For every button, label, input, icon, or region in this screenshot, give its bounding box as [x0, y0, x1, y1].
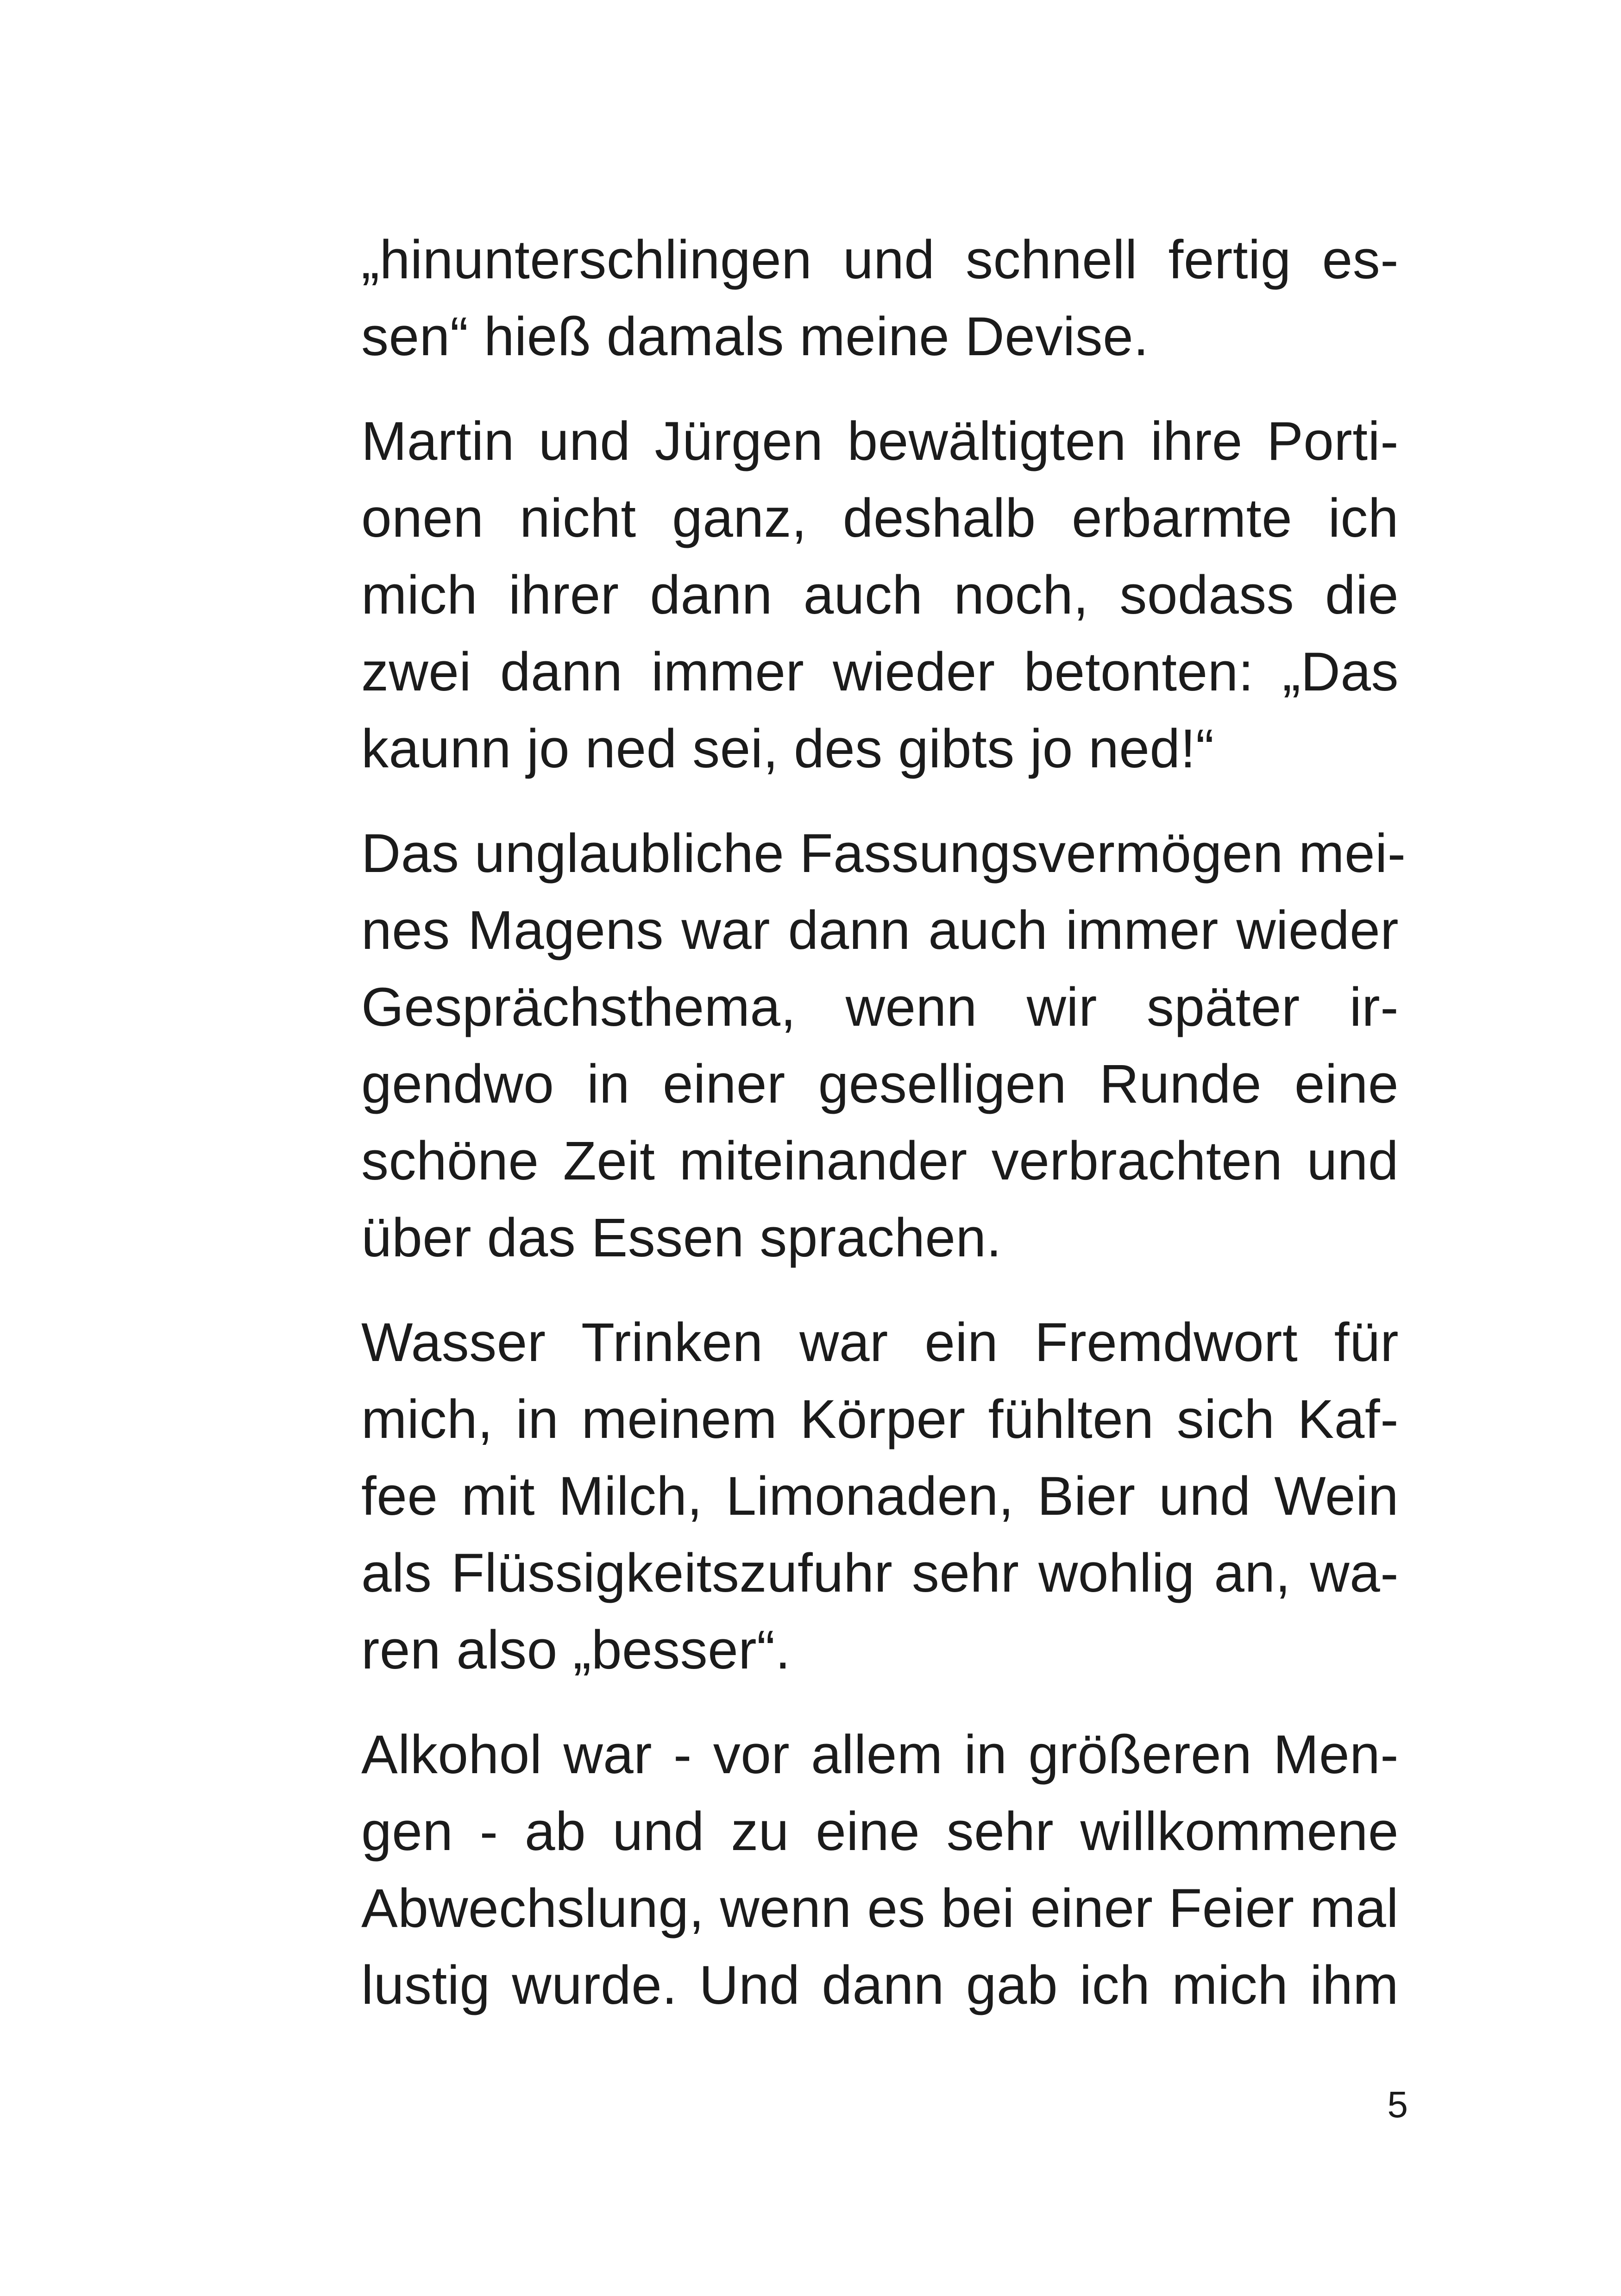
text-line: lustig wurde. Und dann gab ich mich ihm: [361, 1955, 1399, 2016]
text-line: Das unglaubliche Fassungsvermögen mei-: [361, 823, 1406, 884]
text-line: mich ihrer dann auch noch, sodass die: [361, 565, 1399, 626]
text-line: gen - ab und zu eine sehr willkommene: [361, 1801, 1399, 1862]
text-line: zwei dann immer wieder betonten: „Das: [361, 641, 1399, 703]
text-line: „hinunterschlingen und schnell fertig es-: [361, 229, 1399, 290]
text-line: Wasser Trinken war ein Fremdwort für: [361, 1312, 1399, 1373]
text-line: sen“ hieß damals meine Devise.: [361, 306, 1149, 367]
text-line: fee mit Milch, Limonaden, Bier und Wein: [361, 1466, 1399, 1527]
paragraph-3: [361, 815, 1406, 1276]
text-line: gendwo in einer geselligen Runde eine: [361, 1054, 1399, 1115]
body-text: [361, 221, 1406, 2051]
text-line: Alkohol war - vor allem in größeren Men-: [361, 1724, 1399, 1785]
paragraph-5: [361, 1716, 1399, 2024]
text-line: nes Magens war dann auch immer wieder: [361, 900, 1399, 961]
text-line: onen nicht ganz, deshalb erbarmte ich: [361, 488, 1399, 549]
text-line: schöne Zeit miteinander verbrachten und: [361, 1130, 1399, 1192]
paragraph-2: [361, 403, 1399, 787]
text-line: über das Essen sprachen.: [361, 1207, 1002, 1268]
text-line: ren also „besser“.: [361, 1619, 791, 1681]
text-line: kaunn jo ned sei, des gibts jo ned!“: [361, 718, 1214, 779]
text-line: Martin und Jürgen bewältigten ihre Porti-: [361, 411, 1399, 472]
paragraph-4: [361, 1304, 1399, 1688]
paragraph-1: [361, 221, 1399, 375]
text-line: Abwechslung, wenn es bei einer Feier mal: [361, 1878, 1399, 1939]
text-line: als Flüssigkeitszufuhr sehr wohlig an, wa-: [361, 1543, 1399, 1604]
text-line: mich, in meinem Körper fühlten sich Kaf-: [361, 1389, 1399, 1450]
page-number: 5: [1387, 2084, 1408, 2125]
text-line: Gesprächsthema, wenn wir später ir-: [361, 977, 1399, 1038]
